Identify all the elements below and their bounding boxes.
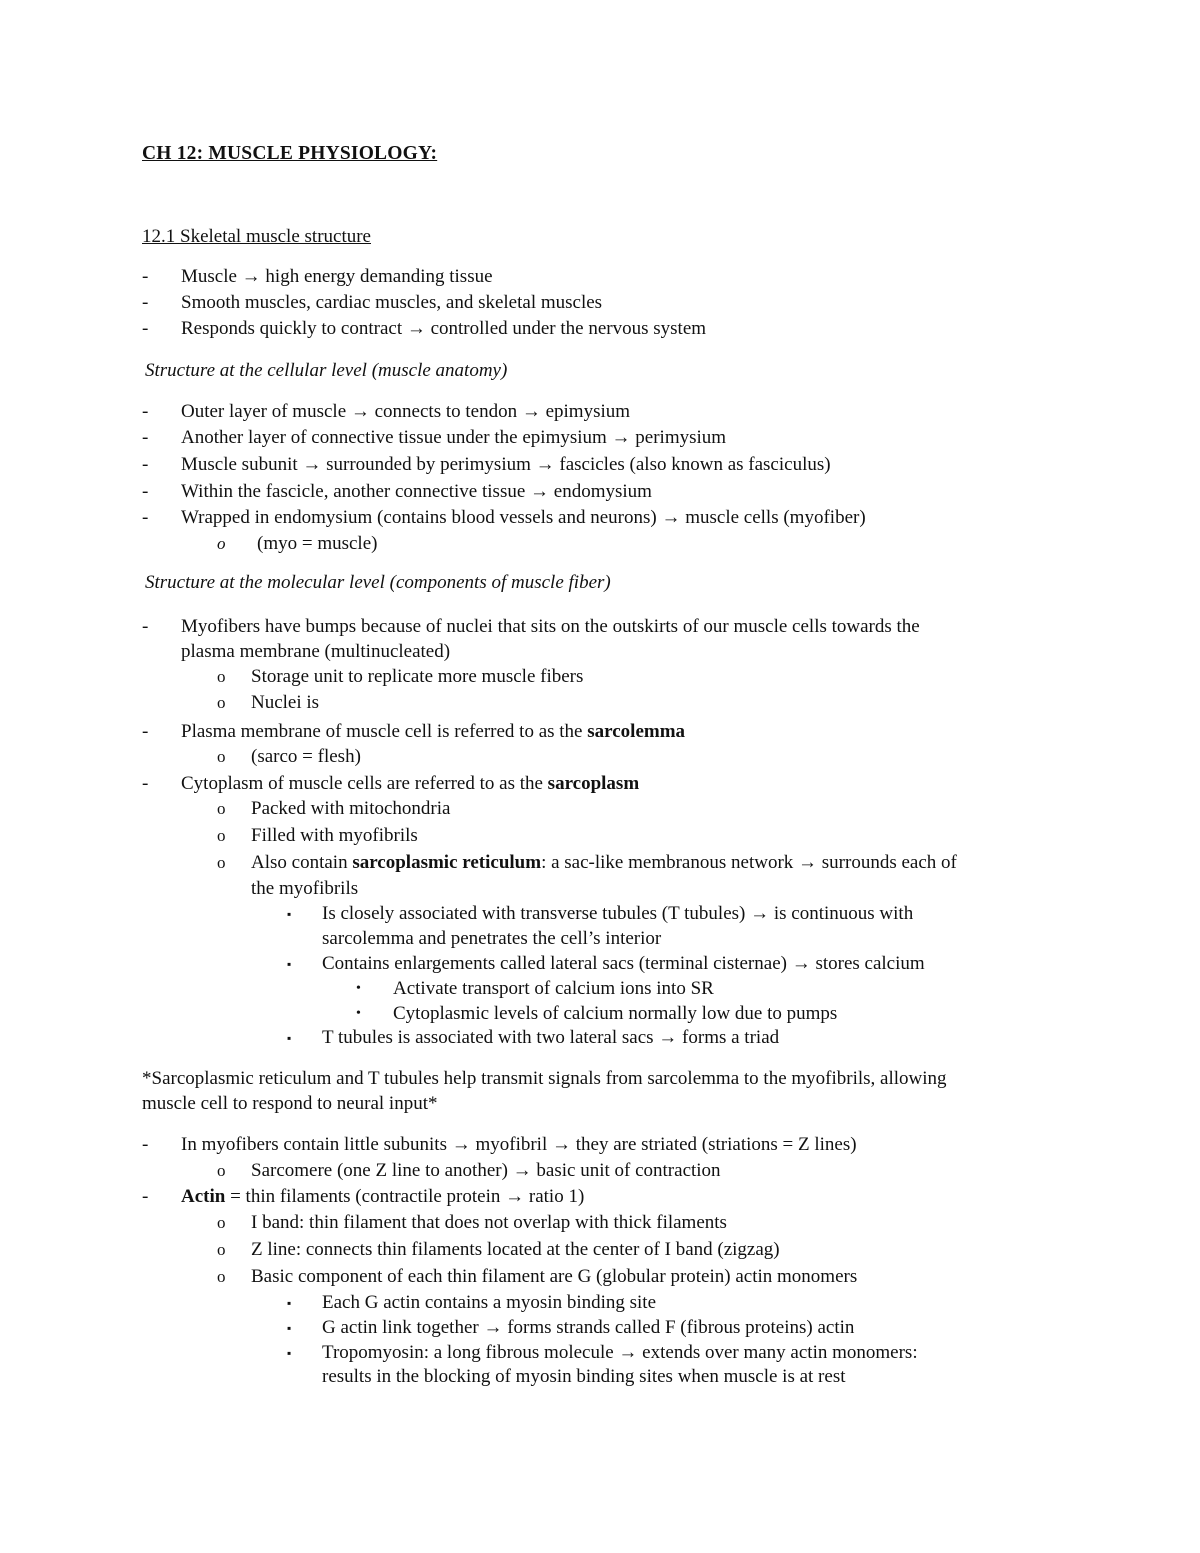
list-item-text: G actin link together → forms strands called F (fibrous proteins) actin bbox=[322, 1317, 855, 1338]
circle-marker: o bbox=[217, 693, 226, 712]
list-item-text: Cytoplasmic levels of calcium normally low due to pumps bbox=[393, 1003, 838, 1024]
list-item-text: Contains enlargements called lateral sacs (terminal cisternae) → stores calcium bbox=[322, 953, 925, 974]
section-heading: 12.1 Skeletal muscle structure bbox=[142, 226, 371, 247]
list-item-text: In myofibers contain little subunits → myofibril → they are striated (striations = Z lines) bbox=[181, 1134, 857, 1155]
circle-marker: o bbox=[217, 1213, 226, 1232]
square-marker: ▪ bbox=[287, 957, 292, 971]
list-item-text: Plasma membrane of muscle cell is referred to as the sarcolemma bbox=[181, 721, 686, 742]
bullet-marker: • bbox=[356, 1006, 361, 1021]
list-item-text: I band: thin filament that does not overlap with thick filaments bbox=[251, 1212, 727, 1233]
dash-marker: - bbox=[142, 773, 149, 794]
circle-marker: o bbox=[217, 799, 226, 818]
dash-marker: - bbox=[142, 427, 149, 448]
square-marker: ▪ bbox=[287, 907, 292, 921]
list-item-text: Muscle subunit → surrounded by perimysium → fascicles (also known as fasciculus) bbox=[181, 454, 831, 475]
square-marker: ▪ bbox=[287, 1031, 292, 1045]
list-item-text: Outer layer of muscle → connects to tendon → epimysium bbox=[181, 401, 631, 422]
list-item-text: Myofibers have bumps because of nuclei that sits on the outskirts of our muscle cells towards the bbox=[181, 616, 920, 637]
list-item-text: Packed with mitochondria bbox=[251, 798, 451, 819]
dash-marker: - bbox=[142, 507, 149, 528]
list-item-text: (myo = muscle) bbox=[257, 533, 378, 554]
bullet-marker: • bbox=[356, 981, 361, 996]
list-item-text: Filled with myofibrils bbox=[251, 825, 418, 846]
list-item-text: plasma membrane (multinucleated) bbox=[181, 641, 451, 662]
molecular-heading: Structure at the molecular level (components of muscle fiber) bbox=[145, 572, 611, 593]
dash-marker: - bbox=[142, 401, 149, 422]
circle-marker: o bbox=[217, 1240, 226, 1259]
dash-marker: - bbox=[142, 292, 149, 313]
sarcoplasmic-reticulum-term: sarcoplasmic reticulum bbox=[352, 852, 542, 873]
cellular-heading: Structure at the cellular level (muscle anatomy) bbox=[145, 360, 508, 381]
circle-marker: o bbox=[217, 1161, 226, 1180]
list-item-text: the myofibrils bbox=[251, 878, 359, 899]
square-marker: ▪ bbox=[287, 1346, 292, 1360]
square-marker: ▪ bbox=[287, 1321, 292, 1335]
list-item-text: Activate transport of calcium ions into SR bbox=[393, 978, 714, 999]
actin-term: Actin bbox=[181, 1186, 226, 1207]
list-item-text: Is closely associated with transverse tubules (T tubules) → is continuous with bbox=[322, 903, 914, 924]
list-item-text: Also contain sarcoplasmic reticulum: a sac-like membranous network → surrounds each of bbox=[251, 852, 957, 873]
list-item-text: Cytoplasm of muscle cells are referred to as the sarcoplasm bbox=[181, 773, 640, 794]
dash-marker: - bbox=[142, 1186, 149, 1207]
list-item-text: Actin = thin filaments (contractile protein → ratio 1) bbox=[181, 1186, 585, 1207]
sarcoplasm-term: sarcoplasm bbox=[547, 773, 640, 794]
list-item-text: Basic component of each thin filament are G (globular protein) actin monomers bbox=[251, 1266, 858, 1287]
circle-marker: o bbox=[217, 826, 226, 845]
list-item-text: Storage unit to replicate more muscle fibers bbox=[251, 666, 584, 687]
list-item-text: Another layer of connective tissue under the epimysium → perimysium bbox=[181, 427, 727, 448]
circle-marker: o bbox=[217, 853, 226, 872]
list-item-text: results in the blocking of myosin binding sites when muscle is at rest bbox=[322, 1366, 846, 1387]
list-item-text: Sarcomere (one Z line to another) → basic unit of contraction bbox=[251, 1160, 721, 1181]
dash-marker: - bbox=[142, 454, 149, 475]
list-item-text: Responds quickly to contract → controlled under the nervous system bbox=[181, 318, 707, 339]
list-item-text: Tropomyosin: a long fibrous molecule → extends over many actin monomers: bbox=[322, 1342, 918, 1363]
dash-marker: - bbox=[142, 721, 149, 742]
list-item-text: Z line: connects thin filaments located at the center of I band (zigzag) bbox=[251, 1239, 780, 1260]
circle-marker: o bbox=[217, 667, 226, 686]
note-line: muscle cell to respond to neural input* bbox=[142, 1093, 438, 1114]
list-item-text: Nuclei is bbox=[251, 692, 320, 713]
list-item-text: Each G actin contains a myosin binding site bbox=[322, 1292, 657, 1313]
page-title: CH 12: MUSCLE PHYSIOLOGY: bbox=[142, 143, 438, 164]
dash-marker: - bbox=[142, 481, 149, 502]
list-item-text: Muscle → high energy demanding tissue bbox=[181, 266, 493, 287]
dash-marker: - bbox=[142, 266, 149, 287]
circle-marker: o bbox=[217, 1267, 226, 1286]
dash-marker: - bbox=[142, 616, 149, 637]
circle-marker: o bbox=[217, 747, 226, 766]
list-item-text: Within the fascicle, another connective tissue → endomysium bbox=[181, 481, 652, 502]
dash-marker: - bbox=[142, 318, 149, 339]
sarcolemma-term: sarcolemma bbox=[587, 721, 686, 742]
note-line: *Sarcoplasmic reticulum and T tubules help transmit signals from sarcolemma to the myofibrils, allowing bbox=[142, 1068, 947, 1089]
circle-marker: o bbox=[217, 534, 226, 553]
list-item-text: sarcolemma and penetrates the cell’s interior bbox=[322, 928, 662, 949]
dash-marker: - bbox=[142, 1134, 149, 1155]
list-item-text: T tubules is associated with two lateral sacs → forms a triad bbox=[322, 1027, 780, 1048]
list-item-text: Smooth muscles, cardiac muscles, and skeletal muscles bbox=[181, 292, 603, 313]
list-item-text: Wrapped in endomysium (contains blood vessels and neurons) → muscle cells (myofiber) bbox=[181, 507, 866, 528]
list-item-text: (sarco = flesh) bbox=[251, 746, 361, 767]
square-marker: ▪ bbox=[287, 1296, 292, 1310]
